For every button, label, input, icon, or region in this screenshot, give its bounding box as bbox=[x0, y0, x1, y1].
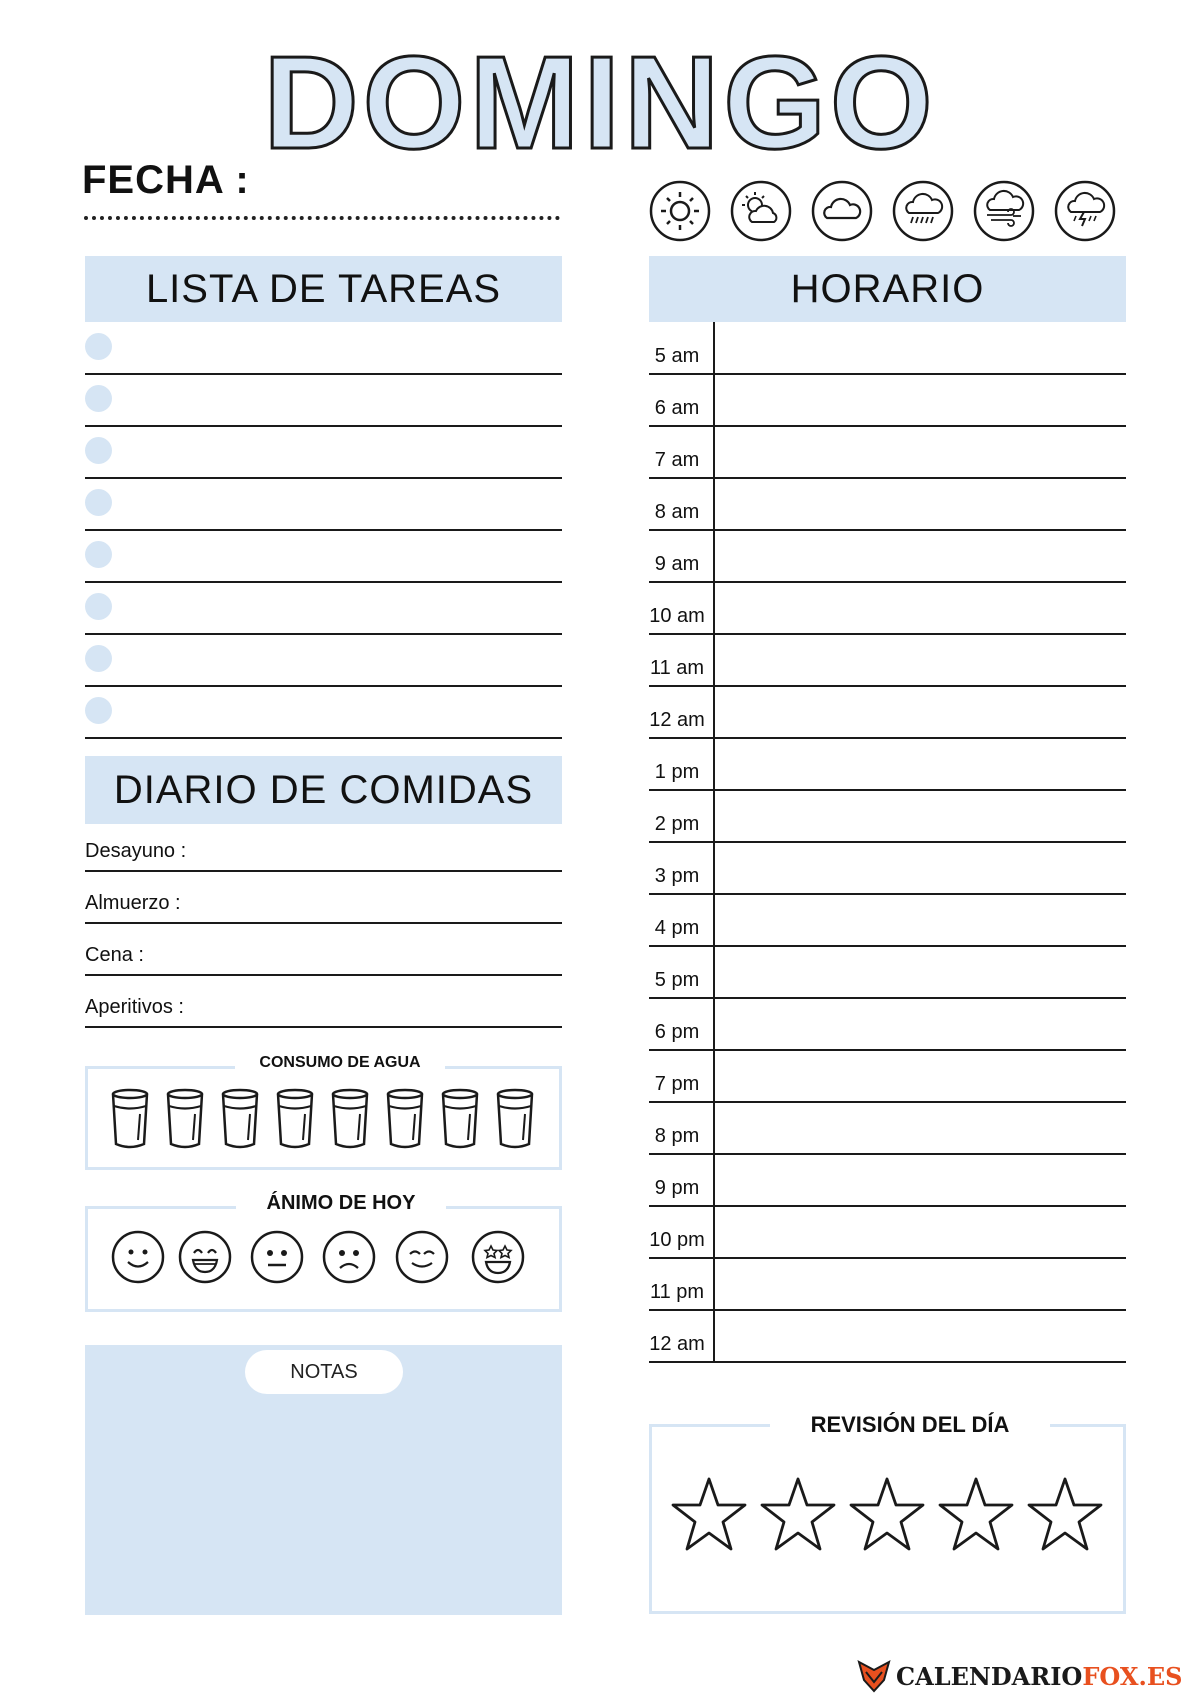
grin-icon[interactable] bbox=[178, 1230, 232, 1284]
star-eyes-icon[interactable] bbox=[471, 1230, 525, 1284]
page-title-text: DOMINGO bbox=[263, 30, 937, 170]
task-checkbox[interactable] bbox=[85, 645, 112, 672]
schedule-line bbox=[649, 1049, 1126, 1051]
task-line bbox=[85, 373, 562, 375]
rating-star-icon[interactable] bbox=[937, 1476, 1015, 1554]
water-title: CONSUMO DE AGUA bbox=[235, 1054, 445, 1072]
water-glass-icon[interactable] bbox=[110, 1088, 150, 1150]
rating-star-icon[interactable] bbox=[1026, 1476, 1104, 1554]
cloud-icon[interactable] bbox=[811, 180, 873, 242]
schedule-line bbox=[649, 789, 1126, 791]
meals-heading-text: DIARIO DE COMIDAS bbox=[113, 767, 534, 812]
schedule-hour-label: 12 am bbox=[649, 1333, 705, 1355]
schedule-hour-label: 5 pm bbox=[654, 969, 700, 991]
rating-star-icon[interactable] bbox=[670, 1476, 748, 1554]
schedule-line bbox=[649, 373, 1126, 375]
schedule-hour-label: 3 pm bbox=[654, 865, 700, 887]
schedule-line bbox=[649, 1309, 1126, 1311]
date-field-line[interactable] bbox=[84, 216, 560, 220]
water-glass-icon[interactable] bbox=[220, 1088, 260, 1150]
fox-logo-icon bbox=[856, 1658, 892, 1694]
schedule-line bbox=[649, 581, 1126, 583]
meal-label: Desayuno : bbox=[85, 840, 187, 862]
brand-name-part2: FOX.ES bbox=[1082, 1661, 1183, 1691]
meals-heading bbox=[85, 756, 562, 824]
task-line bbox=[85, 581, 562, 583]
water-glass-icon[interactable] bbox=[385, 1088, 425, 1150]
schedule-line bbox=[649, 945, 1126, 947]
windy-cloud-icon[interactable] bbox=[973, 180, 1035, 242]
neutral-face-icon[interactable] bbox=[250, 1230, 304, 1284]
schedule-line bbox=[649, 1257, 1126, 1259]
schedule-line bbox=[649, 1153, 1126, 1155]
schedule-hour-label: 4 pm bbox=[654, 917, 700, 939]
date-label: FECHA : bbox=[82, 158, 250, 202]
task-checkbox[interactable] bbox=[85, 385, 112, 412]
meal-label: Cena : bbox=[85, 944, 144, 966]
meal-line bbox=[85, 870, 562, 872]
task-line bbox=[85, 477, 562, 479]
schedule-hour-label: 7 pm bbox=[654, 1073, 700, 1095]
review-title: REVISIÓN DEL DÍA bbox=[770, 1412, 1050, 1438]
tasks-heading bbox=[85, 256, 562, 322]
schedule-heading-text: HORARIO bbox=[790, 266, 985, 311]
schedule-hour-label: 5 am bbox=[654, 345, 700, 367]
schedule-line bbox=[649, 1205, 1126, 1207]
mood-title: ÁNIMO DE HOY bbox=[236, 1192, 446, 1215]
water-glass-icon[interactable] bbox=[495, 1088, 535, 1150]
schedule-hour-label: 1 pm bbox=[654, 761, 700, 783]
schedule-hour-label: 10 am bbox=[649, 605, 705, 627]
schedule-hour-label: 7 am bbox=[654, 449, 700, 471]
schedule-line bbox=[649, 633, 1126, 635]
page-title bbox=[0, 30, 1200, 170]
task-checkbox[interactable] bbox=[85, 333, 112, 360]
task-checkbox[interactable] bbox=[85, 541, 112, 568]
water-box bbox=[85, 1066, 562, 1170]
schedule-line bbox=[649, 1101, 1126, 1103]
task-checkbox[interactable] bbox=[85, 437, 112, 464]
schedule-hour-label: 10 pm bbox=[649, 1229, 705, 1251]
schedule-heading bbox=[649, 256, 1126, 322]
schedule-hour-label: 2 pm bbox=[654, 813, 700, 835]
schedule-hour-label: 8 am bbox=[654, 501, 700, 523]
brand-name-part1: CALENDARIO bbox=[896, 1661, 1083, 1691]
meal-line bbox=[85, 922, 562, 924]
water-glass-icon[interactable] bbox=[330, 1088, 370, 1150]
schedule-hour-label: 6 am bbox=[654, 397, 700, 419]
schedule-hour-label: 8 pm bbox=[654, 1125, 700, 1147]
rating-star-icon[interactable] bbox=[848, 1476, 926, 1554]
schedule-hour-label: 11 pm bbox=[649, 1281, 705, 1303]
schedule-line bbox=[649, 685, 1126, 687]
partly-cloudy-icon[interactable] bbox=[730, 180, 792, 242]
water-glass-icon[interactable] bbox=[275, 1088, 315, 1150]
smile-icon[interactable] bbox=[111, 1230, 165, 1284]
meal-line bbox=[85, 1026, 562, 1028]
sad-face-icon[interactable] bbox=[322, 1230, 376, 1284]
task-line bbox=[85, 529, 562, 531]
schedule-line bbox=[649, 425, 1126, 427]
schedule-hour-label: 11 am bbox=[649, 657, 705, 679]
schedule-line bbox=[649, 737, 1126, 739]
schedule-line bbox=[649, 893, 1126, 895]
notes-label: NOTAS bbox=[245, 1350, 403, 1394]
meal-label: Aperitivos : bbox=[85, 996, 184, 1018]
meal-label: Almuerzo : bbox=[85, 892, 181, 914]
water-glass-icon[interactable] bbox=[440, 1088, 480, 1150]
task-line bbox=[85, 633, 562, 635]
sun-icon[interactable] bbox=[649, 180, 711, 242]
rating-star-icon[interactable] bbox=[759, 1476, 837, 1554]
schedule-hour-label: 6 pm bbox=[654, 1021, 700, 1043]
thunderstorm-icon[interactable] bbox=[1054, 180, 1116, 242]
task-line bbox=[85, 685, 562, 687]
schedule-line bbox=[649, 477, 1126, 479]
brand-logo bbox=[856, 1658, 1182, 1694]
rain-cloud-icon[interactable] bbox=[892, 180, 954, 242]
task-line bbox=[85, 425, 562, 427]
schedule-line bbox=[649, 997, 1126, 999]
tasks-heading-text: LISTA DE TAREAS bbox=[145, 266, 502, 311]
schedule-line bbox=[649, 841, 1126, 843]
schedule-hour-label: 9 pm bbox=[654, 1177, 700, 1199]
water-glass-icon[interactable] bbox=[165, 1088, 205, 1150]
schedule-hour-label: 12 am bbox=[649, 709, 705, 731]
schedule-line bbox=[649, 1361, 1126, 1363]
task-checkbox[interactable] bbox=[85, 697, 112, 724]
task-checkbox[interactable] bbox=[85, 489, 112, 516]
task-line bbox=[85, 737, 562, 739]
task-checkbox[interactable] bbox=[85, 593, 112, 620]
schedule-line bbox=[649, 529, 1126, 531]
content-face-icon[interactable] bbox=[395, 1230, 449, 1284]
meal-line bbox=[85, 974, 562, 976]
schedule-hour-label: 9 am bbox=[654, 553, 700, 575]
